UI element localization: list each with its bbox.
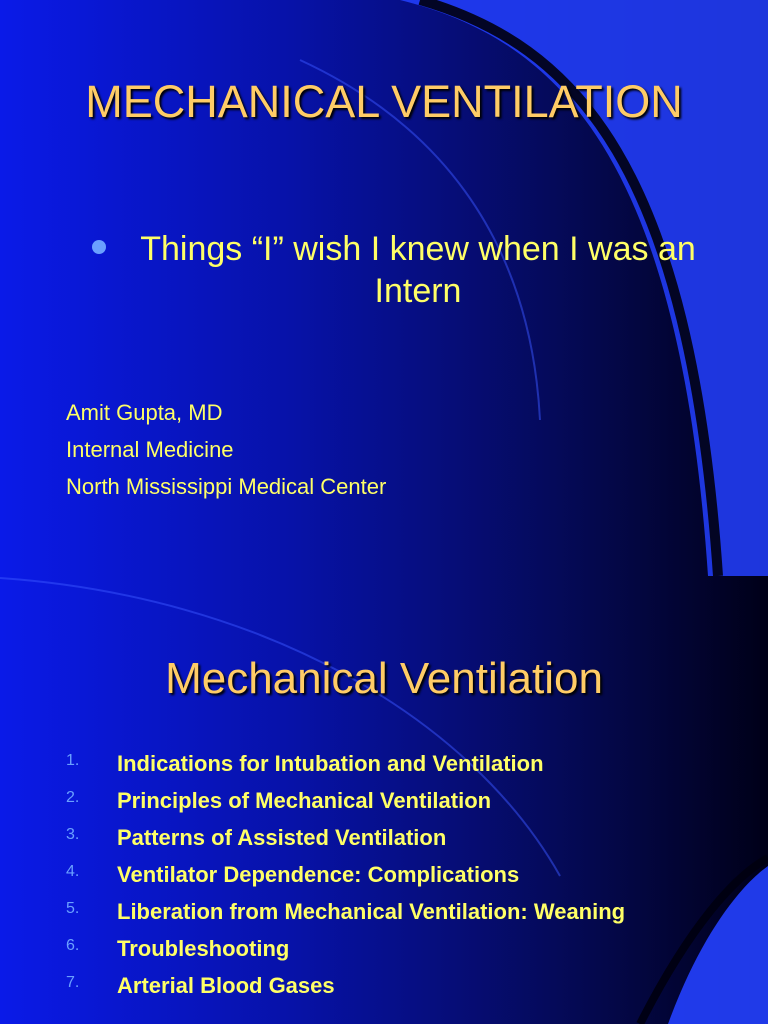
outline-slide xyxy=(0,576,768,1024)
list-text: Arterial Blood Gases xyxy=(117,973,335,998)
list-text: Liberation from Mechanical Ventilation: Weaning xyxy=(117,899,626,924)
bullet-text: Things “I” wish I knew when I was an Intern xyxy=(140,230,696,310)
list-item xyxy=(66,822,666,853)
outline-list xyxy=(66,748,666,1007)
slide-title: MECHANICAL VENTILATION xyxy=(85,76,683,127)
list-number: 6. xyxy=(66,937,80,954)
list-text: Troubleshooting xyxy=(117,936,290,961)
author-block xyxy=(66,394,386,505)
list-item xyxy=(66,785,666,816)
list-text: Patterns of Assisted Ventilation xyxy=(117,825,447,850)
list-number: 2. xyxy=(66,789,80,806)
list-text: Ventilator Dependence: Complications xyxy=(117,862,520,887)
author-department: Internal Medicine xyxy=(66,437,234,462)
list-number: 1. xyxy=(66,752,80,769)
list-number: 5. xyxy=(66,900,80,917)
list-text: Principles of Mechanical Ventilation xyxy=(117,788,492,813)
list-item xyxy=(66,859,666,890)
list-item xyxy=(66,933,666,964)
list-number: 7. xyxy=(66,974,80,991)
author-institution: North Mississippi Medical Center xyxy=(66,474,387,499)
bullet-icon xyxy=(92,240,106,254)
list-text: Indications for Intubation and Ventilation xyxy=(117,751,544,776)
slide-title: Mechanical Ventilation xyxy=(165,654,603,703)
list-item xyxy=(66,896,666,927)
list-item xyxy=(66,748,666,779)
author-name: Amit Gupta, MD xyxy=(66,400,223,425)
list-item xyxy=(66,970,666,1001)
list-number: 3. xyxy=(66,826,80,843)
list-number: 4. xyxy=(66,863,80,880)
bullet-item xyxy=(92,228,712,312)
